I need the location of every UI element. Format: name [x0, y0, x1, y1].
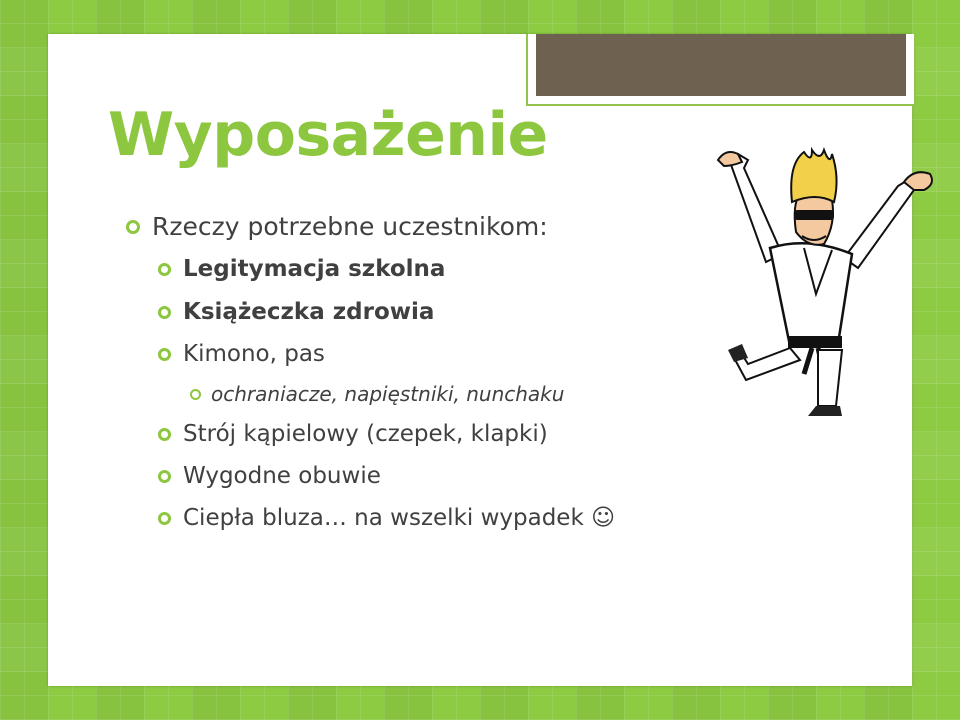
bullet-item	[158, 256, 445, 282]
bullet-text: Książeczka zdrowia	[183, 299, 435, 325]
ring-bullet-icon	[158, 348, 171, 361]
bullet-text: Legitymacja szkolna	[183, 256, 446, 282]
ring-bullet-icon	[158, 306, 171, 319]
ring-bullet-icon	[190, 389, 201, 400]
bullet-item	[126, 212, 548, 241]
bullet-item	[158, 505, 615, 531]
bullet-text: Strój kąpielowy (czepek, klapki)	[183, 421, 548, 447]
ring-bullet-icon	[126, 220, 140, 234]
slide-canvas	[48, 34, 912, 686]
bullet-text: Kimono, pas	[183, 341, 325, 367]
ring-bullet-icon	[158, 263, 171, 276]
slide-title: Wyposażenie	[108, 100, 548, 170]
bullet-item	[190, 382, 564, 406]
bullet-text: Rzeczy potrzebne uczestnikom:	[152, 212, 548, 241]
karate-cartoon-icon	[708, 144, 948, 424]
ring-bullet-icon	[158, 512, 171, 525]
bullet-item	[158, 463, 381, 489]
ring-bullet-icon	[158, 470, 171, 483]
bullet-text: Ciepła bluza… na wszelki wypadek ☺	[183, 505, 616, 531]
bullet-item	[158, 421, 548, 447]
bullet-item	[158, 299, 434, 325]
ring-bullet-icon	[158, 428, 171, 441]
bullet-text: ochraniacze, napięstniki, nunchaku	[211, 382, 565, 406]
bullet-item	[158, 341, 325, 367]
bullet-text: Wygodne obuwie	[183, 463, 381, 489]
